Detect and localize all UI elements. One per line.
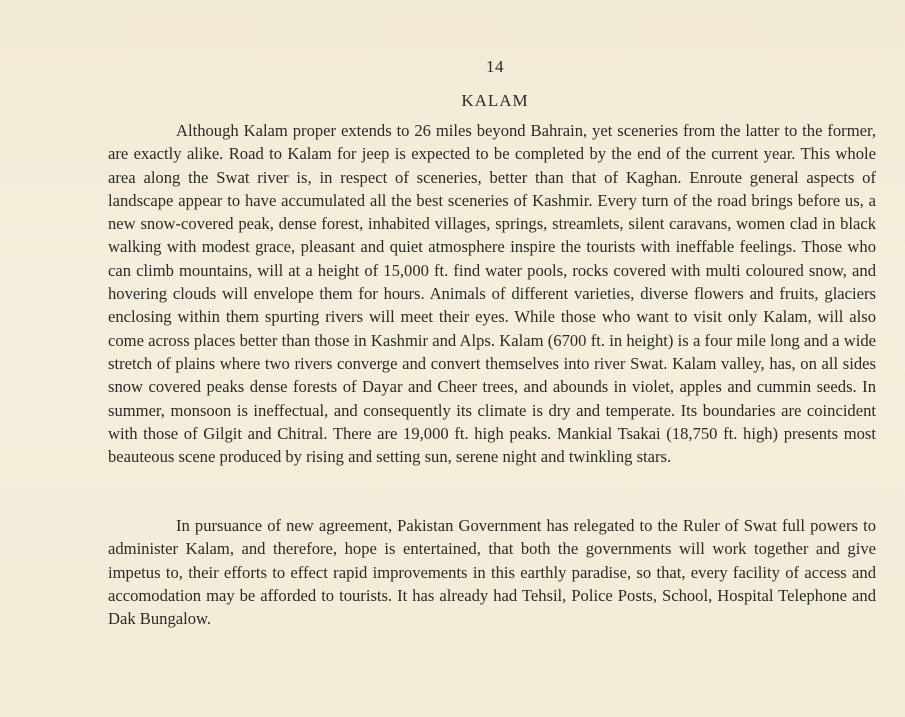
paragraph-2: In pursuance of new agreement, Pakistan Government has relegated to the Ruler of Swat full powers to administer Kalam, and therefore, hope is entertained, that both the governments will work together and give impetus to, their efforts to effect rapid improvements in this earthly paradise, so that, every facility of access and accomodation may be afforded to tourists. It has already had Tehsil, Police Posts, School, Hospital Telephone and Dak Bungalow. bbox=[108, 516, 876, 629]
page-number: 14 bbox=[486, 57, 504, 76]
paragraph-2-container bbox=[108, 514, 876, 630]
paragraph-1: Although Kalam proper extends to 26 miles beyond Bahrain, yet sceneries from the latter to the former, are exactly alike. Road to Kalam for jeep is expected to be completed by the end of the current year. This whole area along the Swat river is, in respect of sceneries, better than that of Kaghan. Enroute general aspects of landscape appear to have accumulated all the best sceneries of Kashmir. Every turn of the road brings before us, a new snow-covered peak, dense forest, inhabited villages, springs, streamlets, silent caravans, women clad in black walking with modest grace, pleasant and quiet atmosphere inspire the tourists with ineffable feelings. Those who can climb mountains, will at a height of 15,000 ft. find water pools, rocks covered with multi coloured snow, and hovering clouds will envelope them for hours. Animals of different varieties, diverse flowers and fruits, glaciers enclosing within them spurting rivers will meet their eyes. While those who want to visit only Kalam, will also come across places better than those in Kashmir and Alps. Kalam (6700 ft. in height) is a four mile long and a wide stretch of plains where two rivers converge and convert themselves into river Swat. Kalam valley, has, on all sides snow covered peaks dense forests of Dayar and Cheer trees, and abounds in violet, apples and cummin seeds. In summer, monsoon is ineffectual, and consequently its climate is dry and temperate. Its boundaries are coincident with those of Gilgit and Chitral. There are 19,000 ft. high peaks. Mankial Tsakai (18,750 ft. high) presents most beauteous scene produced by rising and setting sun, serene night and twinkling stars. bbox=[108, 121, 876, 467]
chapter-title: KALAM bbox=[461, 91, 529, 110]
paragraph-1-container bbox=[108, 119, 876, 468]
